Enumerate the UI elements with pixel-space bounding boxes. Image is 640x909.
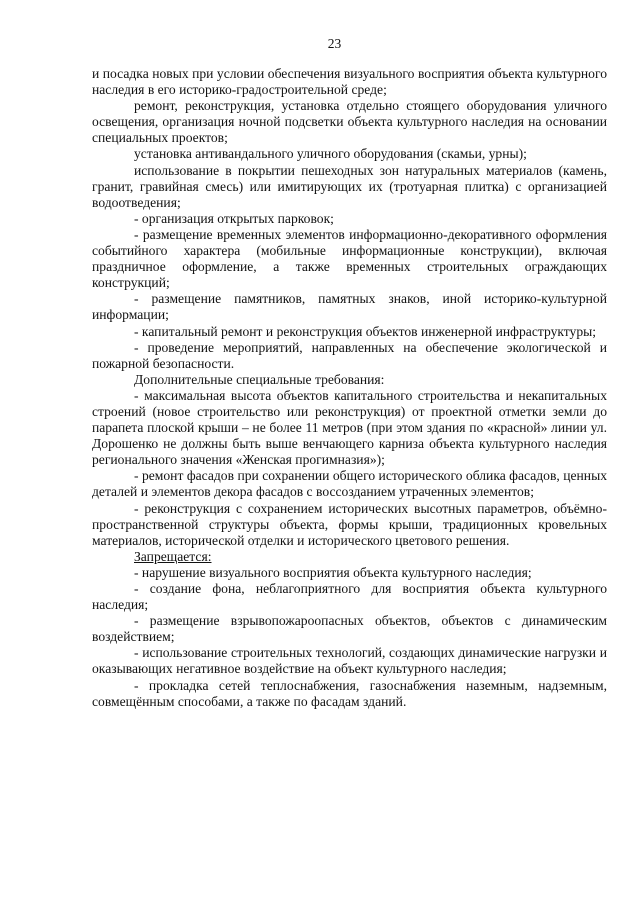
list-item: - использование строительных технологий, создающих динамические нагрузки и оказывающих негативное воздействие на объект культурного наследия; <box>92 645 607 677</box>
list-item: - реконструкция с сохранением исторических высотных параметров, объёмно-пространственной структуры объекта, формы крыши, традиционных кровельных материалов, исторической отделки и исторического цветового решения. <box>92 500 607 548</box>
paragraph: ремонт, реконструкция, установка отдельно стоящего оборудования уличного освещения, организация ночной подсветки объекта культурного наследия на основании специальных проектов; <box>92 98 607 146</box>
list-item: - размещение временных элементов информационно-декоративного оформления событийного характера (мобильные информационные конструкции), включая праздничное оформление, а также временных строительных ограждающих конструкций; <box>92 226 607 291</box>
page-number: 23 <box>327 36 342 51</box>
paragraph: использование в покрытии пешеходных зон натуральных материалов (камень, гранит, гравийная смесь) или имитирующих их (тротуарная плитка) с организацией водоотведения; <box>92 162 607 210</box>
list-item: - прокладка сетей теплоснабжения, газоснабжения наземным, надземным, совмещённым способами, а также по фасадам зданий. <box>92 677 607 709</box>
list-item: - максимальная высота объектов капитального строительства и некапитальных строений (новое строительство или реконструкция) от проектной отметки земли до парапета плоской крыши – не более 11 метров (при этом здания по «красной» линии ул. Дорошенко не должны быть выше венчающего карниза объекта культурного наследия регионального значения «Женская прогимназия»); <box>92 387 607 468</box>
list-item: - ремонт фасадов при сохранении общего исторического облика фасадов, ценных деталей и элементов декора фасадов с воссозданием утраченных элементов; <box>92 468 607 500</box>
list-item: - организация открытых парковок; <box>134 210 334 226</box>
list-item: - нарушение визуального восприятия объекта культурного наследия; <box>134 564 532 580</box>
list-item: - создание фона, неблагоприятного для восприятия объекта культурного наследия; <box>92 581 607 613</box>
paragraph: установка антивандального уличного оборудования (скамьи, урны); <box>134 146 527 162</box>
paragraph: и посадка новых при условии обеспечения визуального восприятия объекта культурного наследия в его историко-градостроительной среде; <box>92 66 607 98</box>
section-heading-prohibited <box>92 549 607 565</box>
list-item: - размещение памятников, памятных знаков, иной историко-культурной информации; <box>92 291 607 323</box>
list-item: - капитальный ремонт и реконструкция объектов инженерной инфраструктуры; <box>134 323 597 339</box>
list-item: - размещение взрывопожароопасных объектов, объектов с динамическим воздействием; <box>92 613 607 645</box>
document-body <box>92 66 607 710</box>
list-item: - проведение мероприятий, направленных на обеспечение экологической и пожарной безопасности. <box>92 339 607 371</box>
section-heading: Дополнительные специальные требования: <box>134 371 385 387</box>
prohibited-heading-text: Запрещается: <box>134 548 212 564</box>
